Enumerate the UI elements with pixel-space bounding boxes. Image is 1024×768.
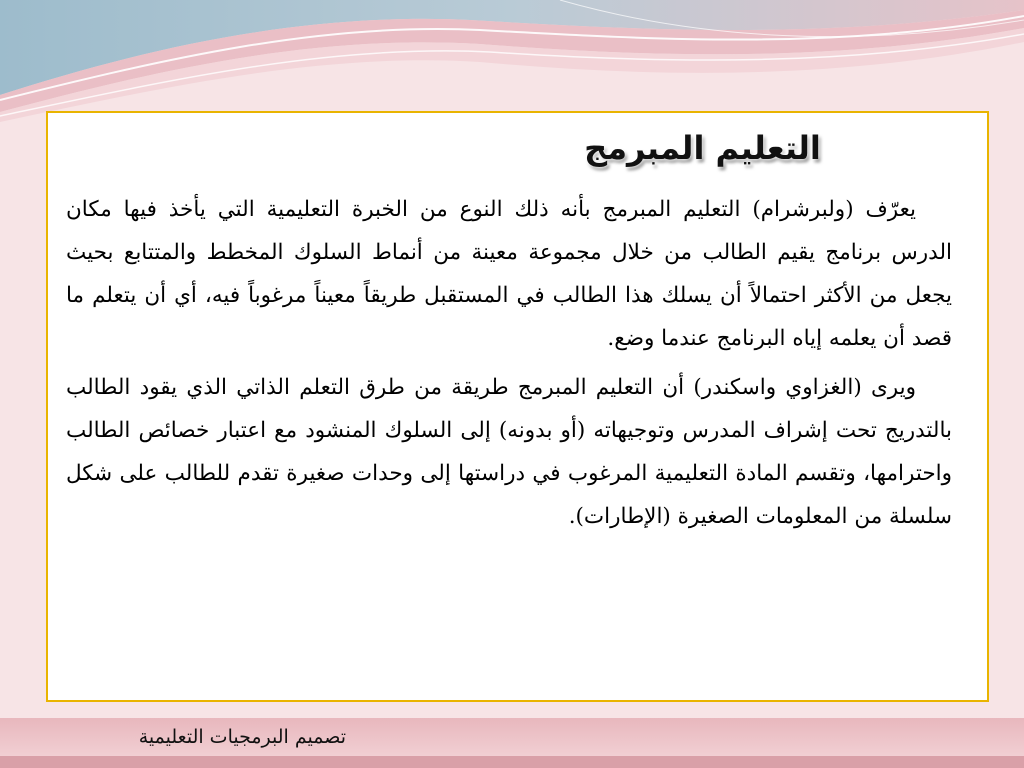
slide-title: التعليم المبرمج bbox=[584, 129, 821, 167]
footer-caption: تصميم البرمجيات التعليمية bbox=[138, 726, 346, 748]
slide-body bbox=[66, 188, 952, 544]
paragraph-definition-ghazawi: ويرى (الغزاوي واسكندر) أن التعليم المبرمج طريقة من طرق التعلم الذاتي الذي يقود الطالب بالتدريج تحت إشراف المدرس وتوجيهاته (أو بدونه) إلى السلوك المنشود مع اعتبار خصائص الطالب واحترامها، وتقسم المادة التعليمية المرغوب في دراستها إلى وحدات صغيرة تقدم للطالب على شكل سلسلة من المعلومات الصغيرة (الإطارات). bbox=[66, 375, 952, 529]
paragraph-definition-schramm: يعرّف (ولبرشرام) التعليم المبرمج بأنه ذلك النوع من الخبرة التعليمية التي يأخذ فيها مكان الدرس برنامج يقيم الطالب من خلال مجموعة معينة من أنماط السلوك المخطط والمتتابع بحيث يجعل من الأكثر احتمالاً أن يسلك هذا الطالب في المستقبل طريقاً معيناً مرغوباً فيه، أي أن يتعلم ما قصد أن يعلمه إياه البرنامج عندما وضع. bbox=[66, 197, 952, 351]
